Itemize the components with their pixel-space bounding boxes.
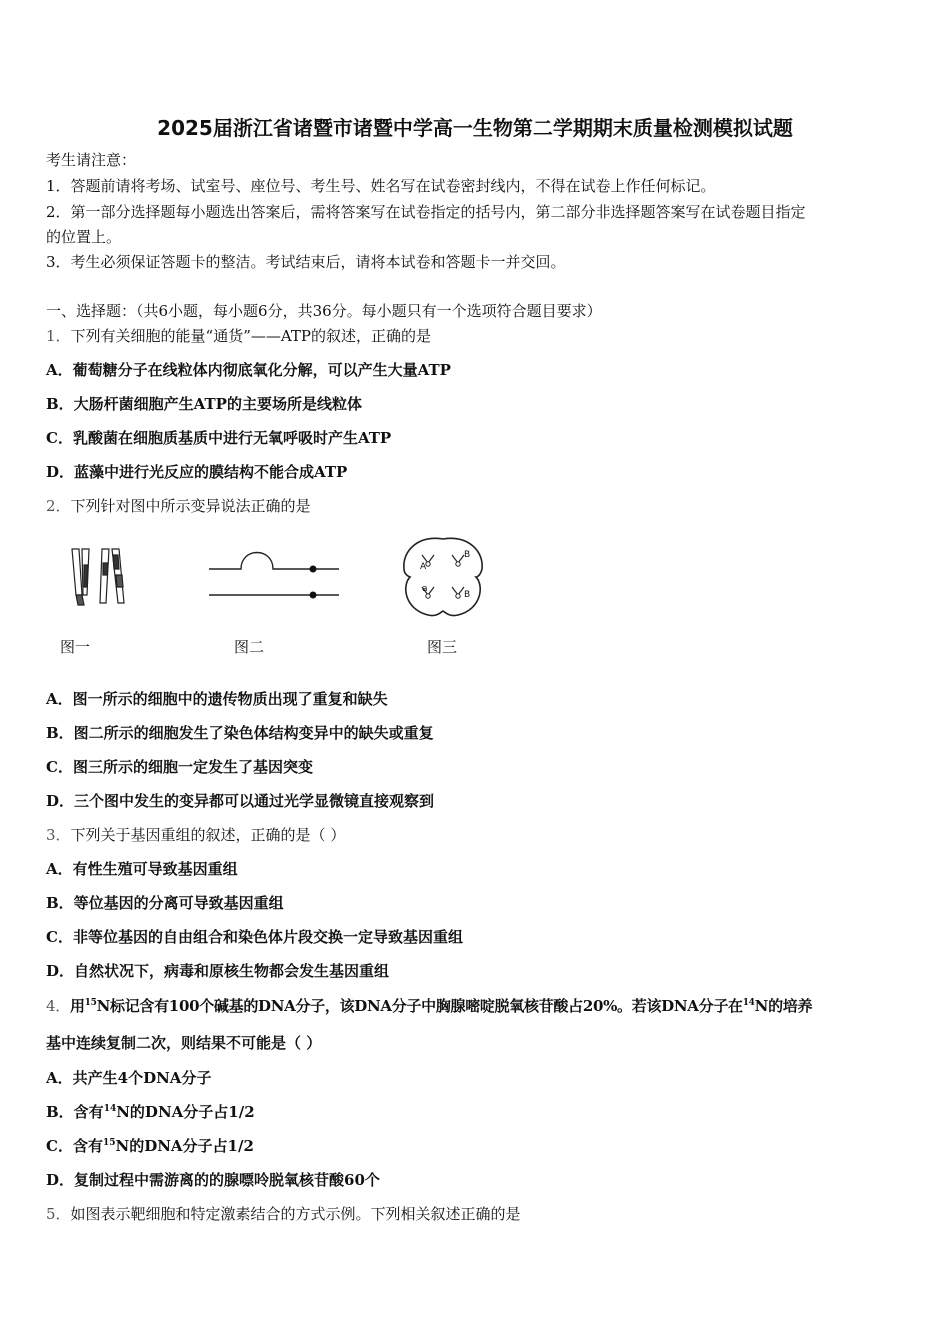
notice-heading: 考生请注意：	[46, 151, 137, 169]
q3-option-a: A．有性生殖可导致基因重组	[46, 860, 238, 878]
question-text: 下列有关细胞的能量“通货”——ATP的叙述，正确的是	[70, 327, 431, 345]
q4-option-b	[46, 1102, 255, 1122]
question-text: 如图表示靶细胞和特定激素结合的方式示例。下列相关叙述正确的是	[70, 1205, 521, 1223]
q3-option-d: D．自然状况下，病毒和原核生物都会发生基因重组	[46, 962, 390, 980]
q4-option-d: D．复制过程中需游离的的腺嘌呤脱氧核苷酸60个	[46, 1171, 380, 1189]
question-3-stem	[46, 825, 345, 845]
figure-1-caption: 图一	[60, 638, 91, 656]
isotope-superscript: 15	[84, 998, 97, 1008]
q4-option-c	[46, 1136, 254, 1156]
question-4-stem-cont: 基中连续复制二次，则结果不可能是（ ）	[46, 1034, 322, 1052]
figure-1-chromosomes	[66, 545, 136, 610]
question-4-stem	[46, 996, 812, 1016]
option-text: N的DNA分子占1/2	[116, 1103, 255, 1121]
option-text: B．含有	[46, 1103, 104, 1121]
isotope-superscript: 15	[102, 1138, 116, 1148]
q2-option-c: C．图三所示的细胞一定发生了基因突变	[46, 758, 313, 776]
q2-option-d: D．三个图中发生的变异都可以通过光学显微镜直接观察到	[46, 792, 435, 810]
question-text: 下列关于基因重组的叙述，正确的是（ ）	[70, 826, 346, 844]
gene-label: B	[464, 550, 471, 560]
q3-option-b: B．等位基因的分离可导致基因重组	[46, 894, 284, 912]
gene-label: a	[422, 584, 428, 594]
notice-item-1: 1．答题前请将考场、试室号、座位号、考生号、姓名写在试卷密封线内，不得在试卷上作任何标记。	[46, 177, 716, 195]
question-text: 用	[69, 997, 85, 1015]
notice-item-2: 2．第一部分选择题每小题选出答案后，需将答案写在试卷指定的括号内，第二部分非选择题答案写在试卷题目指定	[46, 203, 806, 221]
question-5-stem	[46, 1204, 521, 1224]
question-number: 4．	[46, 997, 70, 1015]
question-number: 2．	[46, 497, 71, 515]
q4-option-a: A．共产生4个DNA分子	[46, 1069, 212, 1087]
question-number: 5．	[46, 1205, 71, 1223]
q1-option-c: C．乳酸菌在细胞质基质中进行无氧呼吸时产生ATP	[46, 429, 392, 447]
question-text: N标记含有100个碱基的DNA分子，该DNA分子中胸腺嘧啶脱氧核苷酸占20%。若该DNA分子在	[96, 997, 743, 1015]
question-text: N的培养	[754, 997, 813, 1015]
q2-option-a: A．图一所示的细胞中的遗传物质出现了重复和缺失	[46, 690, 388, 708]
q2-option-b: B．图二所示的细胞发生了染色体结构变异中的缺失或重复	[46, 724, 434, 742]
question-2-stem	[46, 496, 311, 516]
question-text: 下列针对图中所示变异说法正确的是	[70, 497, 311, 515]
option-text: N的DNA分子占1/2	[115, 1137, 254, 1155]
question-number: 3．	[46, 826, 71, 844]
question-1-stem	[46, 326, 431, 346]
section-heading: 一、选择题：（共6小题，每小题6分，共36分。每小题只有一个选项符合题目要求）	[46, 302, 602, 320]
figure-2-loop	[205, 545, 345, 605]
option-text: C．含有	[46, 1137, 103, 1155]
q1-option-a: A．葡萄糖分子在线粒体内彻底氧化分解，可以产生大量ATP	[46, 361, 451, 379]
q1-option-b: B．大肠杆菌细胞产生ATP的主要场所是线粒体	[46, 395, 362, 413]
notice-item-2-cont: 的位置上。	[46, 228, 122, 246]
q3-option-c: C．非等位基因的自由组合和染色体片段交换一定导致基因重组	[46, 928, 463, 946]
figure-3-cell	[398, 533, 488, 621]
isotope-superscript: 14	[103, 1104, 117, 1114]
gene-label: B	[464, 590, 471, 600]
exam-title: 2025届浙江省诸暨市诸暨中学高一生物第二学期期末质量检测模拟试题	[157, 116, 793, 140]
notice-item-3: 3．考生必须保证答题卡的整洁。考试结束后，请将本试卷和答题卡一并交回。	[46, 253, 566, 271]
question-number: 1．	[46, 327, 71, 345]
q1-option-d: D．蓝藻中进行光反应的膜结构不能合成ATP	[46, 463, 348, 481]
figure-2-caption: 图二	[234, 638, 265, 656]
figure-3-caption: 图三	[427, 638, 458, 656]
gene-label: A	[420, 562, 427, 572]
isotope-superscript: 14	[742, 998, 755, 1008]
